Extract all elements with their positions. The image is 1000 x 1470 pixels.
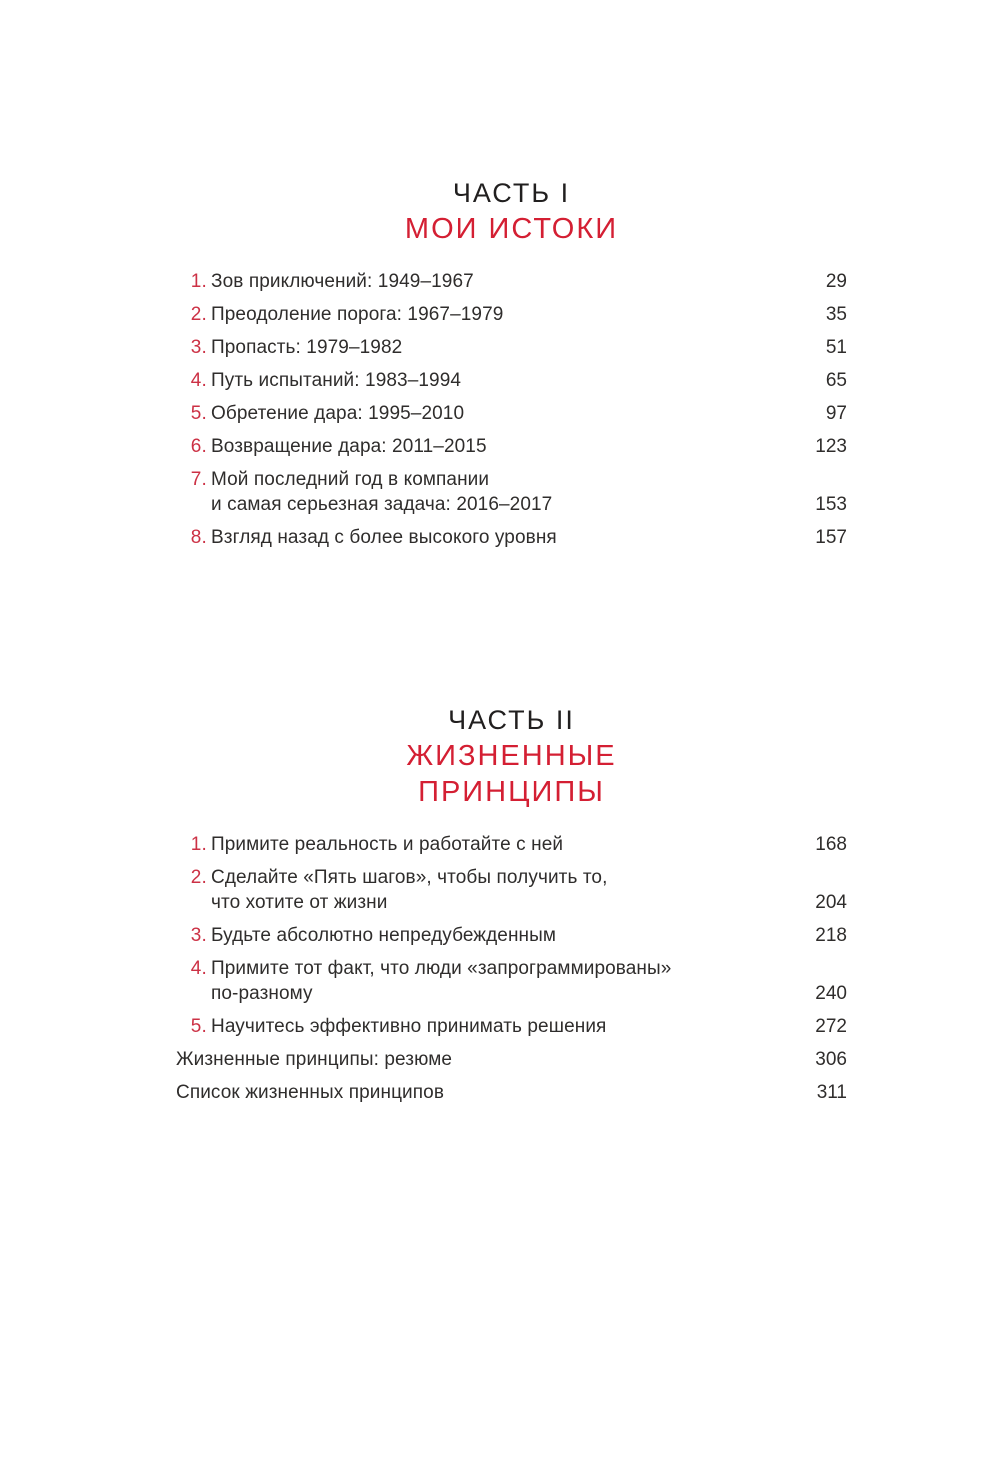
entry-page-number: 157 <box>815 527 847 548</box>
part-title <box>176 211 847 247</box>
entry-page-number: 218 <box>815 925 847 946</box>
entry-page-number: 311 <box>816 1082 847 1103</box>
entry-title <box>211 269 474 294</box>
toc-section <box>176 703 847 1105</box>
entry-page-number: 153 <box>815 494 847 515</box>
entry-title <box>211 302 503 327</box>
entry-title <box>176 1080 444 1105</box>
entry-title <box>211 335 402 360</box>
toc-section <box>176 176 847 550</box>
toc-entry <box>176 401 847 426</box>
entry-number: 6. <box>190 436 207 457</box>
toc-entry <box>176 865 847 915</box>
entry-number: 2. <box>190 304 207 325</box>
entry-title <box>176 1047 452 1072</box>
entry-title <box>211 467 552 517</box>
title-line: по-разному <box>211 983 313 1004</box>
section-heading <box>176 176 847 247</box>
entry-number: 7. <box>190 469 207 490</box>
title-line: Примите реальность и работайте с ней <box>211 834 564 855</box>
entry-page-number: 35 <box>825 304 847 325</box>
entry-page-number: 51 <box>825 337 847 358</box>
title-line: Научитесь эффективно принимать решения <box>211 1016 607 1037</box>
entry-number: 5. <box>190 1016 207 1037</box>
part-label: ЧАСТЬ I <box>452 178 571 208</box>
entry-number: 3. <box>190 925 207 946</box>
entry-title <box>211 434 487 459</box>
entry-title <box>211 401 464 426</box>
entry-page-number: 240 <box>815 983 847 1004</box>
entry-number: 1. <box>190 834 207 855</box>
title-line: Возвращение дара: 2011–2015 <box>211 436 487 457</box>
entry-number: 1. <box>190 271 207 292</box>
toc-entries <box>176 832 847 1039</box>
title-line: Путь испытаний: 1983–1994 <box>211 370 462 391</box>
entry-title <box>211 865 607 915</box>
entry-title <box>211 368 461 393</box>
toc-entry <box>176 1080 847 1105</box>
entry-page-number: 65 <box>825 370 847 391</box>
entry-page-number: 272 <box>815 1016 847 1037</box>
entry-number: 3. <box>190 337 207 358</box>
toc-content <box>176 176 847 1113</box>
entry-page-number: 123 <box>815 436 847 457</box>
entry-title <box>211 832 563 857</box>
entry-title <box>211 1014 606 1039</box>
entry-number: 4. <box>190 958 207 979</box>
entry-page-number: 204 <box>815 892 847 913</box>
toc-entry <box>176 1047 847 1072</box>
entry-page-number: 97 <box>825 403 847 424</box>
toc-entry <box>176 923 847 948</box>
entry-page-number: 168 <box>815 834 847 855</box>
title-line: Взгляд назад с более высокого уровня <box>211 527 557 548</box>
entry-page-number: 29 <box>825 271 847 292</box>
toc-entry <box>176 956 847 1006</box>
entry-title <box>211 923 556 948</box>
title-line: Сделайте «Пять шагов», чтобы получить то, <box>211 867 608 888</box>
title-line: что хотите от жизни <box>211 892 388 913</box>
section-heading <box>176 703 847 810</box>
toc-entry <box>176 269 847 294</box>
part-title-line: ПРИНЦИПЫ <box>418 776 605 808</box>
toc-entry <box>176 1014 847 1039</box>
title-line: и самая серьезная задача: 2016–2017 <box>211 494 553 515</box>
entry-number: 5. <box>190 403 207 424</box>
entry-number: 2. <box>190 867 207 888</box>
toc-entry <box>176 525 847 550</box>
entry-title <box>211 525 557 550</box>
toc-entries <box>176 269 847 550</box>
entry-number: 8. <box>190 527 207 548</box>
entry-title <box>211 956 671 1006</box>
title-line: Список жизненных принципов <box>176 1082 445 1103</box>
part-title-line: ЖИЗНЕННЫЕ <box>406 740 617 772</box>
part-title-line: МОИ ИСТОКИ <box>404 213 619 245</box>
toc-entry <box>176 302 847 327</box>
toc-entry <box>176 335 847 360</box>
title-line: Будьте абсолютно непредубежденным <box>211 925 557 946</box>
title-line: Жизненные принципы: резюме <box>176 1049 453 1070</box>
title-line: Пропасть: 1979–1982 <box>211 337 403 358</box>
toc-entry <box>176 368 847 393</box>
title-line: Преодоление порога: 1967–1979 <box>211 304 504 325</box>
title-line: Мой последний год в компании <box>211 469 490 490</box>
toc-footer-entries <box>176 1047 847 1105</box>
part-title <box>176 738 847 810</box>
title-line: Зов приключений: 1949–1967 <box>211 271 474 292</box>
entry-number: 4. <box>190 370 207 391</box>
toc-entry <box>176 467 847 517</box>
toc-entry <box>176 832 847 857</box>
title-line: Обретение дара: 1995–2010 <box>211 403 465 424</box>
part-label: ЧАСТЬ II <box>448 705 575 735</box>
title-line: Примите тот факт, что люди «запрограммированы» <box>211 958 672 979</box>
entry-page-number: 306 <box>815 1049 847 1070</box>
toc-entry <box>176 434 847 459</box>
